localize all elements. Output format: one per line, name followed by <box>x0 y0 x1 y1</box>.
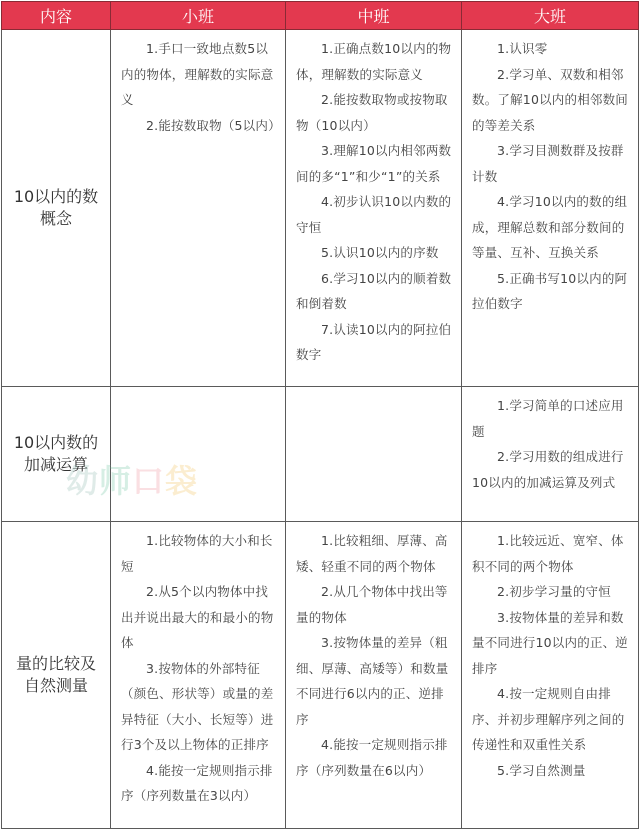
topic-line: 加减运算 <box>23 455 88 474</box>
pocket-icon: 口 <box>132 462 166 500</box>
topic-line: 自然测量 <box>23 676 88 695</box>
watermark-char: 幼 <box>66 462 100 500</box>
list-item: 1.比较粗细、厚薄、高矮、轻重不同的两个物体 <box>296 533 448 574</box>
list-item: 1.正确点数10以内的物体，理解数的实际意义 <box>296 41 452 82</box>
large-class-cell <box>462 522 639 829</box>
list-item: 2.能按数取物（5以内） <box>146 117 281 133</box>
list-item: 7.认读10以内的阿拉伯数字 <box>296 321 452 362</box>
list-item: 4.按一定规则自由排序、并初步理解序列之间的传递性和双重性关系 <box>472 686 625 752</box>
topic-cell <box>2 387 111 522</box>
list-item: 3.按物体的外部特征（颜色、形状等）或量的差异特征（大小、长短等）进行3个及以上物体的正排序 <box>121 660 274 752</box>
list-item: 2.从5个以内物体中找出并说出最大的和最小的物体 <box>121 584 274 650</box>
table-row <box>2 522 639 829</box>
header-middle-class: 中班 <box>286 2 462 30</box>
watermark-char: 袋 <box>165 462 199 500</box>
header-row <box>2 2 639 30</box>
list-item: 2.初步学习量的守恒 <box>497 584 611 599</box>
list-item: 4.能按一定规则指示排序（序列数量在6以内） <box>296 737 448 778</box>
list-item: 3.按物体量的差异（粗细、厚薄、高矮等）和数量不同进行6以内的正、逆排序 <box>296 635 449 727</box>
list-item: 2.学习用数的组成进行10以内的加减运算及列式 <box>472 449 624 490</box>
list-item: 2.从几个物体中找出等量的物体 <box>296 584 448 625</box>
list-item: 4.初步认识10以内数的守恒 <box>296 194 452 235</box>
table-row <box>2 387 639 522</box>
table-row <box>2 30 639 387</box>
list-item: 3.按物体量的差异和数量不同进行10以内的正、逆排序 <box>472 609 629 676</box>
list-item: 1.学习简单的口述应用题 <box>472 398 624 439</box>
large-class-cell <box>462 30 639 387</box>
list-item: 3.理解10以内相邻两数间的多“1”和少“1”的关系 <box>296 143 452 184</box>
large-class-cell <box>462 387 639 522</box>
list-item: 1.比较物体的大小和长短 <box>121 533 273 574</box>
topic-cell <box>2 522 111 829</box>
topic-line: 概念 <box>39 209 72 228</box>
small-class-cell <box>111 387 286 522</box>
topic-cell <box>2 30 111 387</box>
list-item: 4.学习10以内的数的组成，理解总数和部分数间的等量、互补、互换关系 <box>472 194 628 260</box>
header-content: 内容 <box>2 2 111 30</box>
header-small-class: 小班 <box>111 2 286 30</box>
topic-line: 量的比较及 <box>15 654 96 673</box>
list-item: 2.学习单、双数和相邻数。了解10以内的相邻数间的等差关系 <box>472 66 629 133</box>
list-item: 2.能按数取物或按物取物（10以内） <box>296 92 448 133</box>
list-item: 5.正确书写10以内的阿拉伯数字 <box>472 270 628 311</box>
middle-class-cell <box>286 30 462 387</box>
list-item: 3.学习目测数群及按群计数 <box>472 143 624 184</box>
list-item: 1.认识零 <box>497 41 548 56</box>
list-item: 1.手口一致地点数5以内的物体，理解数的实际意义 <box>121 41 274 107</box>
curriculum-table <box>1 1 639 829</box>
list-item: 1.比较远近、宽窄、体积不同的两个物体 <box>472 533 624 574</box>
middle-class-cell <box>286 387 462 522</box>
middle-class-cell <box>286 522 462 829</box>
topic-line: 10以内数的 <box>13 433 99 452</box>
small-class-cell <box>111 522 286 829</box>
list-item: 5.认识10以内的序数 <box>321 245 439 260</box>
list-item: 5.学习自然测量 <box>497 762 586 778</box>
watermark-char: 师 <box>99 462 133 500</box>
small-class-cell <box>111 30 286 387</box>
list-item: 6.学习10以内的顺着数和倒着数 <box>296 270 452 311</box>
header-large-class: 大班 <box>462 2 639 30</box>
topic-line: 10以内的数 <box>13 187 99 206</box>
list-item: 4.能按一定规则指示排序（序列数量在3以内） <box>121 762 273 803</box>
